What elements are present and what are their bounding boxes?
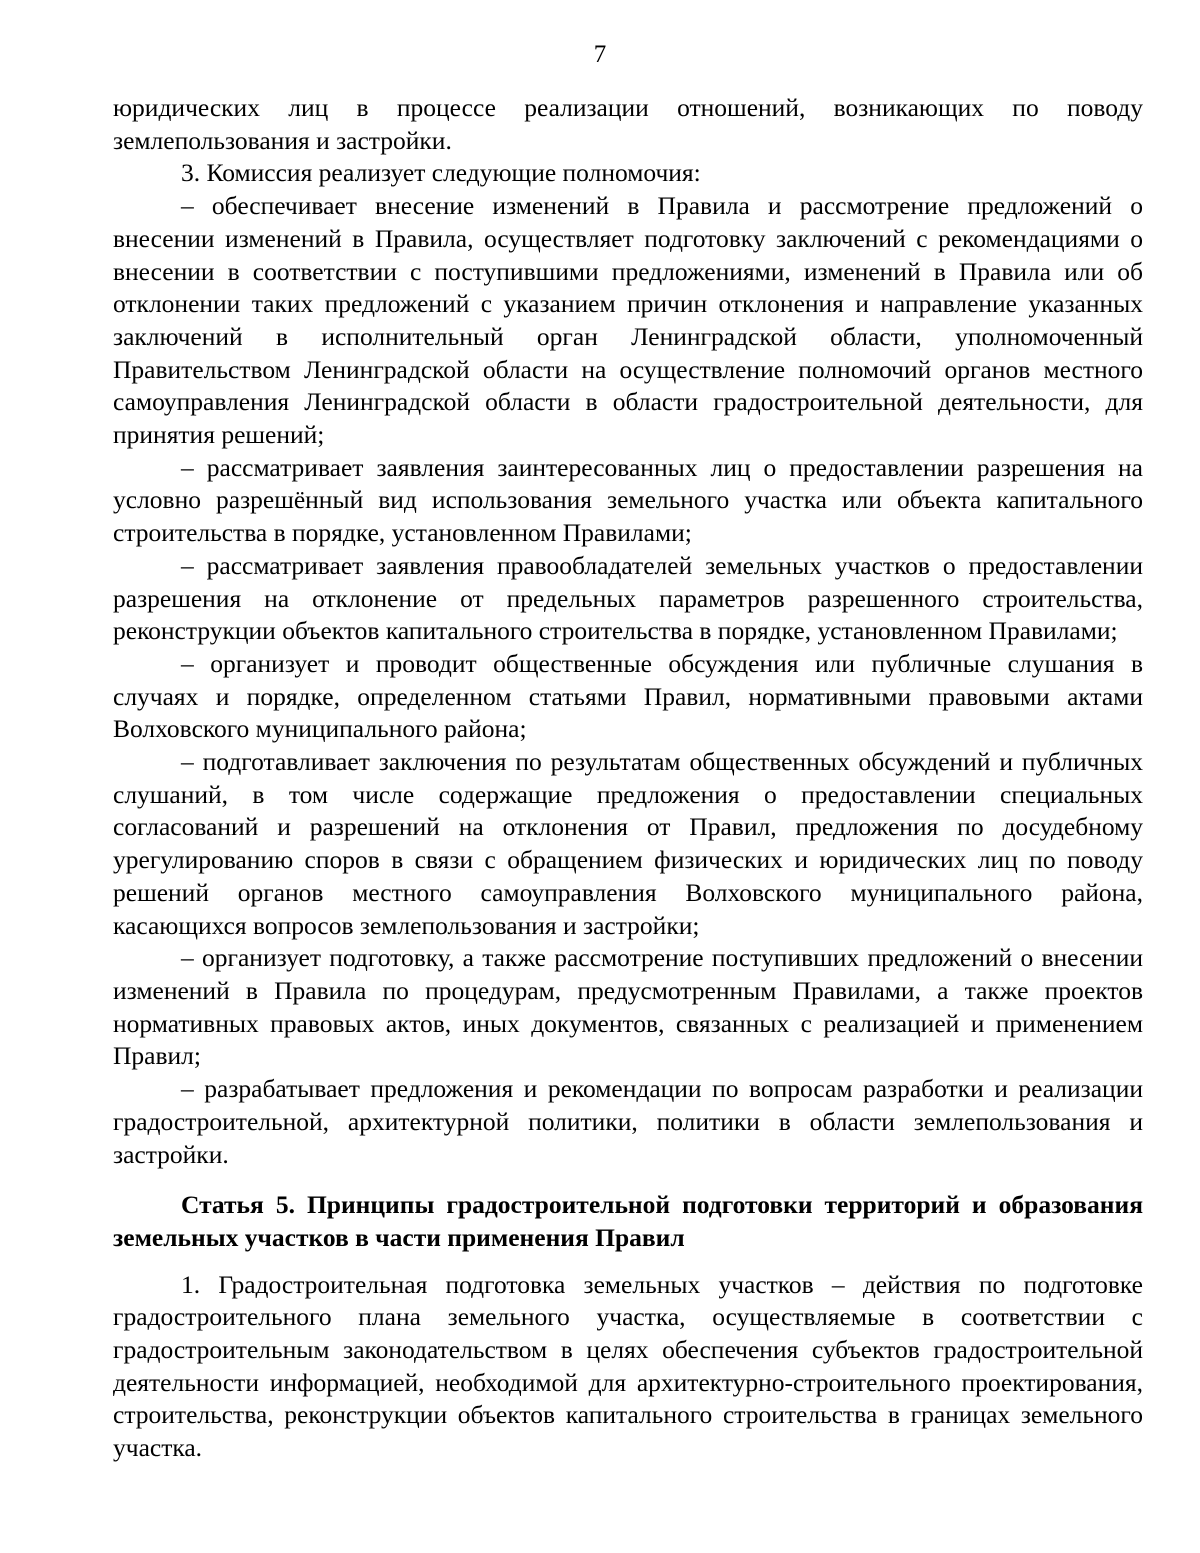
list-item-policy-recommendations: – разрабатывает предложения и рекомендации по вопросам разработки и реализации градостроительной, архитектурной политики, политики в области землепользования и застройки. xyxy=(113,1074,1143,1169)
list-item-public-hearings: – организует и проводит общественные обсуждения или публичные слушания в случаях и порядке, определенном статьями Правил, нормативными правовыми актами Волховского муниципального района; xyxy=(113,648,1143,744)
list-item-rules-changes: – обеспечивает внесение изменений в Правила и рассмотрение предложений о внесении изменений в Правила, осуществляет подготовку заключений с рекомендациями о внесении в соответствии с поступившими предложениями, изменений в Правила или об отклонении таких предложений с указанием причин отклонения и направление указанных заключений в исполнительный орган Ленинградской области, уполномоченный Правительством Ленинградской области на осуществление полномочий органов местного самоуправления Ленинградской области в области градостроительной деятельности, для принятия решений; xyxy=(113,191,1143,450)
list-item-proposals-review: – организует подготовку, а также рассмотрение поступивших предложений о внесении изменений в Правила по процедурам, предусмотренным Правилами, а также проектов нормативных правовых актов, иных документов, связанных с реализацией и применением Правил; xyxy=(113,943,1143,1071)
document-body xyxy=(113,92,1143,1465)
list-item-conditional-use: – рассматривает заявления заинтересованных лиц о предоставлении разрешения на условно разрешённый вид использования земельного участка или объекта капитального строительства в порядке, установленном Правилами; xyxy=(113,452,1143,548)
list-item-parameter-deviation: – рассматривает заявления правообладателей земельных участков о предоставлении разрешения на отклонение от предельных параметров разрешенного строительства, реконструкции объектов капитального строительства в порядке, установленном Правилами; xyxy=(113,550,1143,646)
paragraph-continuation: юридических лиц в процессе реализации отношений, возникающих по поводу землепользования и застройки. xyxy=(113,93,1143,155)
page-number: 7 xyxy=(593,41,607,68)
article-heading: Статья 5. Принципы градостроительной подготовки территорий и образования земельных участков в части применения Правил xyxy=(113,1190,1143,1252)
article-paragraph-1: 1. Градостроительная подготовка земельных участков – действия по подготовке градостроительного плана земельного участка, осуществляемые в соответствии с градостроительным законодательством в целях обеспечения субъектов градостроительной деятельности информацией, необходимой для архитектурно-строительного проектирования, строительства, реконструкции объектов капитального строительства в границах земельного участка. xyxy=(113,1269,1143,1463)
list-item-conclusions: – подготавливает заключения по результатам общественных обсуждений и публичных слушаний, в том числе содержащие предложения о предоставлении специальных согласований и разрешений на отклонения от Правил, предложения по досудебному урегулированию споров в связи с обращением физических и юридических лиц по поводу решений органов местного самоуправления Волховского муниципального района, касающихся вопросов землепользования и застройки; xyxy=(113,747,1143,940)
paragraph-commission-powers: 3. Комиссия реализует следующие полномочия: xyxy=(181,158,701,188)
